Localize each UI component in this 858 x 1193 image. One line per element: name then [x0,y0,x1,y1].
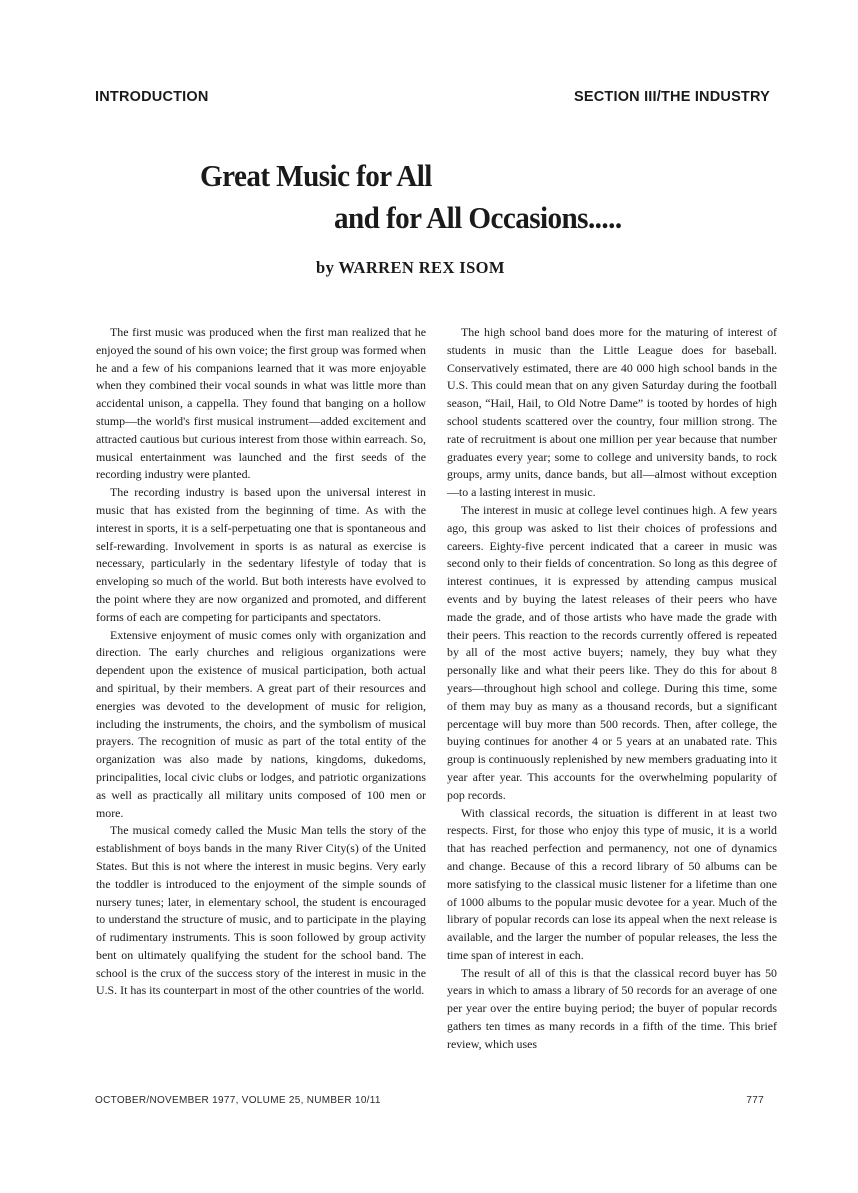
paragraph: The high school band does more for the maturing of interest of students in music than the Little League does for baseball. Conservatively estimated, there are 40 000 high school bands in the U.S. This could mean that on any given Saturday during the football season, “Hail, Hail, to Old Notre Dame” is tooted by hordes of high school students scattered over the country, four million strong. The rate of recruitment is about one million per year because that number graduates every year; some to college and university bands, to rock groups, army units, dance bands, but all—almost without exception—to a lasting interest in music. [447,325,777,500]
body-column-right [447,324,777,1054]
paragraph: Extensive enjoyment of music comes only with organization and direction. The early churches and religious organizations were dependent upon the existence of musical participation, both actual and spiritual, by their members. A great part of their resources and energies was devoted to the development of music for religion, including the instruments, the choirs, and the symbolism of musical prayers. The recognition of music as part of the total entity of the organization was also made by nations, kingdoms, dukedoms, principalities, local civic clubs or lodges, and patriotic organizations as well as practically all military units composed of 100 men or more. [96,627,426,820]
paragraph: The interest in music at college level continues high. A few years ago, this group was asked to list their choices of professions and careers. Eighty-five percent indicated that a career in music was second only to their fields of concentration. So long as this degree of interest continues, it is expressed by attending campus musical events and by buying the latest releases of their peers who have made the grade, and of those artists who have made the grade with their peers. This reaction to the records currently offered is repeated by all of the most active buyers; namely, they buy what they personally like and what their peers like. They do this for about 8 years—throughout high school and college. During this time, some of them may buy as many as a thousand records, but a significant percentage will buy more than 500 records. Then, after college, the buying continues for another 4 or 5 years at an unabated rate. This group is continuously replenished by new members graduating into it year after year. This accounts for the overwhelming popularity of pop records. [447,502,777,802]
footer-page-number: 777 [746,1095,764,1106]
running-header-section: INTRODUCTION [95,89,209,105]
paragraph: The result of all of this is that the classical record buyer has 50 years in which to amass a library of 50 records for an average of one per year over the entire buying period; the buyer of popular records gathers ten times as many records in a fifth of the time. This brief review, which uses [447,965,777,1051]
footer-issue-info: OCTOBER/NOVEMBER 1977, VOLUME 25, NUMBER 10/11 [95,1095,381,1106]
article-title-line-1: Great Music for All [200,158,432,193]
paragraph: The recording industry is based upon the universal interest in music that has existed from the beginning of time. As with the interest in sports, it is a self-perpetuating one that is spontaneous and self-rewarding. Involvement in sports is as natural as exercise is necessary, particularly in the sedentary lifestyle of today that is enveloping so much of the world. But both interests have evolved to the point where they are now organized and promoted, and different forms of each are competing for participants and spectators. [96,485,426,624]
paragraph: The first music was produced when the first man realized that he enjoyed the sound of his own voice; the first group was formed when he and a few of his companions learned that it was more enjoyable when they combined their vocal sounds in what was little more than accidental unison, a cappella. They found that banging on a hollow stump—the world's first musical instrument—added excitement and attracted cautious but curious interest from those within earreach. So, musical entertainment was launched and the first seeds of the recording industry were planted. [96,325,426,482]
paragraph: The musical comedy called the Music Man tells the story of the establishment of boys bands in the many River City(s) of the United States. But this is not where the interest in music begins. Very early the toddler is introduced to the enjoyment of the simple sounds of nursery tunes; later, in elementary school, the student is encouraged to understand the structure of music, and to participate in the playing of rudimentary instruments. This is soon followed by group activity bent on ultimately qualifying the student for the school band. The school is the crux of the success story of the interest in music in the U.S. It has its counterpart in most of the other countries of the world. [96,823,426,998]
running-header-section-title: SECTION III/THE INDUSTRY [574,89,770,105]
article-title-line-2: and for All Occasions..... [334,200,622,235]
article-byline: by WARREN REX ISOM [316,258,505,277]
paragraph: With classical records, the situation is different in at least two respects. First, for those who enjoy this type of music, it is a world that has reached perfection and permanency, not one of dynamics and change. Because of this a record library of 50 albums can be more satisfying to the classical music listener for a lifetime than one of 1000 albums to the popular music devotee for a year. Much of the library of popular records can lose its appeal when the next release is available, and the larger the number of popular releases, the less the time span of interest in each. [447,805,777,962]
body-column-left [96,324,426,1000]
